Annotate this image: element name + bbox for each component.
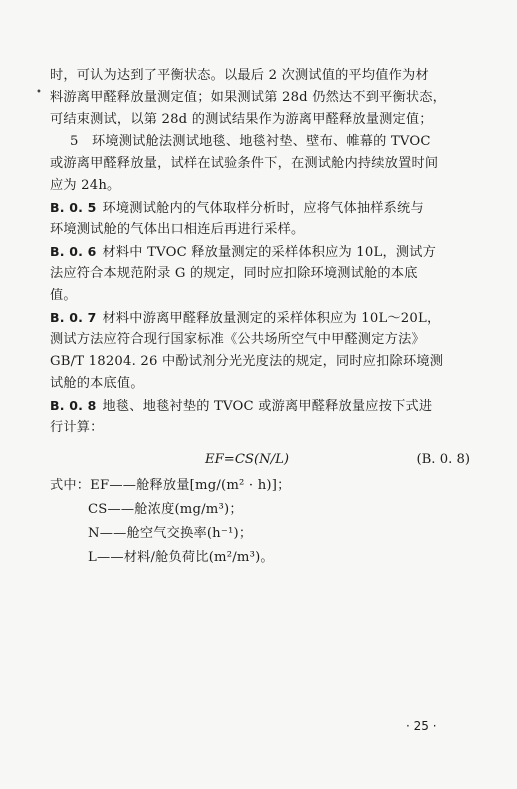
item-5-line: 应为 24h。 [50,178,121,193]
clause-b07-line: 测试方法应符合现行国家标准《公共场所空气中甲醛测定方法》 [50,332,425,347]
item-5-line: 5 环境测试舱法测试地毯、地毯衬垫、壁布、帷幕的 TVOC [70,134,431,149]
clause-number: B. 0. 7 [50,310,97,325]
clause-b05-line: 环境测试舱的气体出口相连后再进行采样。 [50,222,305,237]
paragraph-line: 料游离甲醛释放量测定值；如果测试第 28d 仍然达不到平衡状态， [50,90,447,105]
formula-row [50,452,470,472]
clause-b07 [50,308,470,329]
formula: EF=CS(N/L) [205,452,289,467]
clause-b06-line: 法应符合本规范附录 G 的规定，同时应扣除环境测试舱的本底 [50,266,418,281]
clause-b07-line: 试舱的本底值。 [50,376,144,391]
clause-b06 [50,242,470,263]
paragraph-line: 可结束测试，以第 28d 的测试结果作为游离甲醛释放量测定值； [50,112,433,127]
clause-text: 材料中游离甲醛释放量测定的采样体积应为 10L～20L， [102,311,441,326]
item-5-line: 或游离甲醛释放量，试样在试验条件下，在测试舱内持续放置时间 [50,156,439,171]
definition-line: L——材料/舱负荷比(m²/m³)。 [88,550,274,565]
clause-b08-line: 行计算： [50,420,104,435]
definition-line: CS——舱浓度(mg/m³)； [88,502,243,517]
clause-b08 [50,396,470,417]
clause-number: B. 0. 8 [50,398,97,413]
definition-line: 式中：EF——舱释放量[mg/(m² · h)]； [50,478,291,493]
definition-line: N——舱空气交换率(h⁻¹)； [88,526,253,541]
clause-b06-line: 值。 [50,288,77,303]
page-number: · 25 · [406,719,437,733]
clause-b07-line: GB/T 18204. 26 中酚试剂分光光度法的规定，同时应扣除环境测 [50,354,444,369]
clause-text: 材料中 TVOC 释放量测定的采样体积应为 10L，测试方 [102,245,436,260]
clause-b05 [50,198,470,219]
clause-number: B. 0. 5 [50,200,97,215]
margin-dot: • [36,87,42,98]
clause-number: B. 0. 6 [50,244,97,259]
clause-text: 地毯、地毯衬垫的 TVOC 或游离甲醛释放量应按下式进 [102,399,433,414]
equation-number: (B. 0. 8) [416,452,470,467]
paragraph-line: 时，可认为达到了平衡状态。以最后 2 次测试值的平均值作为材 [50,68,429,83]
clause-text: 环境测试舱内的气体取样分析时，应将气体抽样系统与 [102,201,424,216]
